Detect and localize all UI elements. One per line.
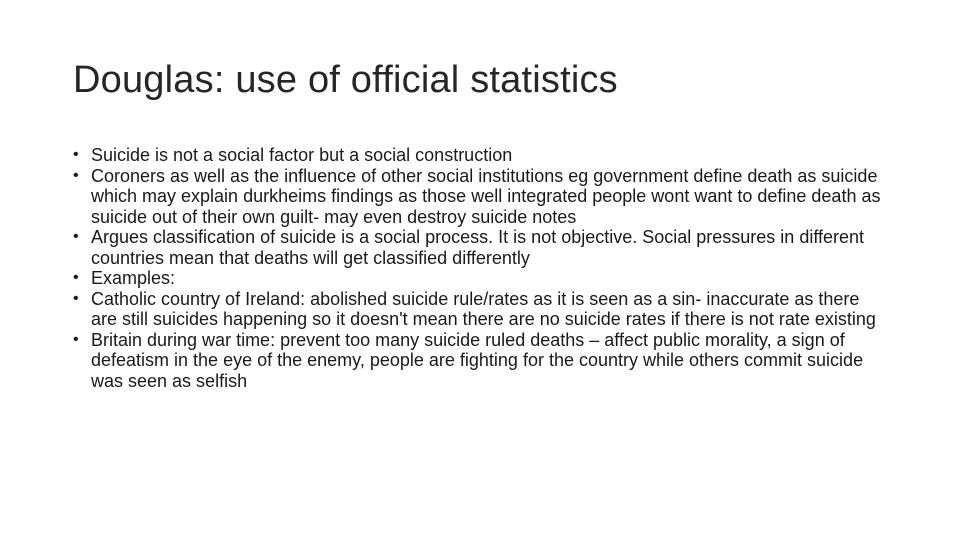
- bullet-item: [73, 330, 885, 392]
- bullet-item: [73, 145, 885, 166]
- bullet-icon: •: [73, 228, 79, 245]
- bullet-text: Suicide is not a social factor but a social construction: [91, 145, 513, 165]
- bullet-icon: •: [73, 330, 79, 348]
- bullet-icon: •: [73, 269, 79, 286]
- bullet-item: [73, 289, 885, 330]
- bullet-item: [73, 227, 885, 268]
- slide-title: Douglas: use of official statistics: [73, 59, 618, 101]
- bullet-item: [73, 166, 885, 228]
- bullet-text: Britain during war time: prevent too many suicide ruled deaths – affect public morality, a sign of defeatism in the eye of the enemy, people are fighting for the country while others commit suicide was seen as selfish: [91, 329, 864, 391]
- bullet-item: [73, 268, 885, 289]
- bullet-text: Coroners as well as the influence of other social institutions eg government define death as suicide which may explain durkheims findings as those well integrated people wont want to define death as suicide out of their own guilt- may even destroy suicide notes: [91, 165, 881, 227]
- bullet-text: Argues classification of suicide is a social process. It is not objective. Social pressures in different countries mean that deaths will get classified differently: [91, 227, 865, 268]
- bullet-icon: •: [73, 166, 79, 184]
- bullet-text: Catholic country of Ireland: abolished suicide rule/rates as it is seen as a sin- inaccurate as there are still suicides happening so it doesn't mean there are no suicide rates if there is not rate existing: [91, 288, 876, 329]
- bullet-list: [73, 145, 885, 391]
- bullet-icon: •: [73, 146, 79, 163]
- bullet-icon: •: [73, 289, 79, 307]
- bullet-text: Examples:: [91, 268, 176, 288]
